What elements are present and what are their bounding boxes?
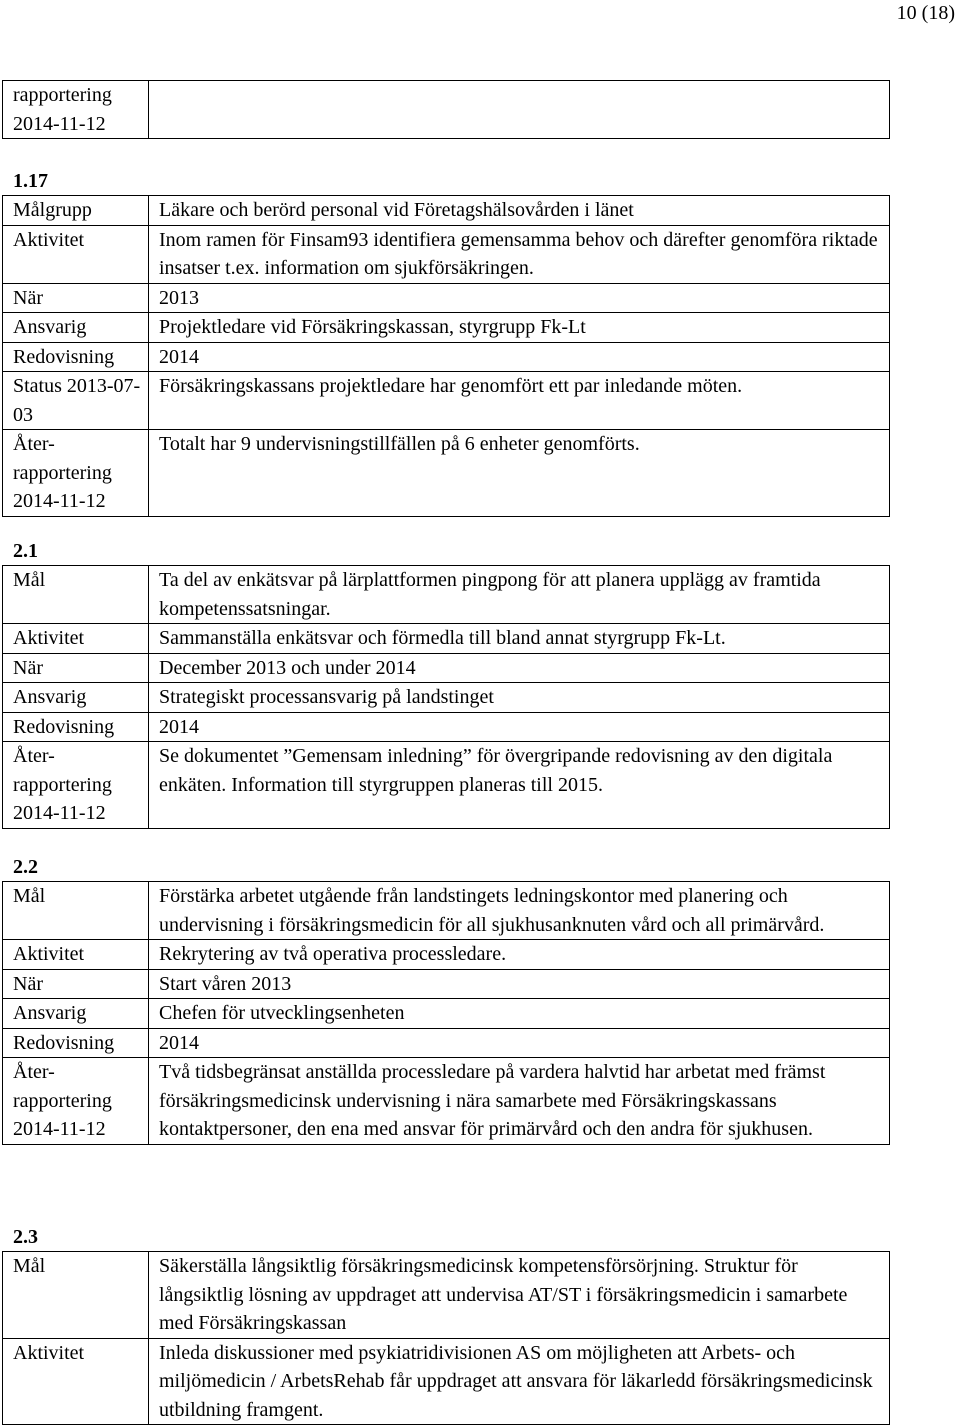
row-label: Aktivitet	[3, 1338, 149, 1425]
row-value: Inom ramen för Finsam93 identifiera gemensamma behov och därefter genomföra riktade insatser t.ex. information om sjukförsäkringen.	[149, 225, 890, 283]
label-line: rapportering	[13, 84, 112, 106]
row-label: Status 2013-07-03	[3, 372, 149, 430]
row-label: Mål	[3, 882, 149, 940]
table-row	[3, 313, 890, 343]
table-row	[3, 653, 890, 683]
table-row	[3, 969, 890, 999]
row-label: Mål	[3, 1252, 149, 1339]
row-value: Strategiskt processansvarig på landstinget	[149, 683, 890, 713]
row-value: Se dokumentet ”Gemensam inledning” för övergripande redovisning av den digitala enkäten. Information till styrgruppen planeras till 2015.	[149, 742, 890, 829]
row-label: Redovisning	[3, 1028, 149, 1058]
section-table	[2, 195, 890, 517]
table-row	[3, 712, 890, 742]
section-number: 2.2	[13, 856, 38, 878]
table-row	[3, 683, 890, 713]
section-number: 1.17	[13, 170, 48, 192]
row-label: När	[3, 653, 149, 683]
row-label: Redovisning	[3, 342, 149, 372]
table-row	[3, 81, 890, 139]
row-value: Inleda diskussioner med psykiatridivisionen AS om möjligheten att Arbets- och miljömedicin / ArbetsRehab får uppdraget att ansvara för läkarledd försäkringsmedicinsk utbildning framgent.	[149, 1338, 890, 1425]
section-table	[2, 881, 890, 1145]
table-row	[3, 882, 890, 940]
row-value: Förstärka arbetet utgående från landstingets ledningskontor med planering och undervisning i försäkringsmedicin för all sjukhusanknuten vård och all primärvård.	[149, 882, 890, 940]
row-value: Sammanställa enkätsvar och förmedla till bland annat styrgrupp Fk-Lt.	[149, 624, 890, 654]
table-row	[3, 566, 890, 624]
row-value: Två tidsbegränsat anställda processledare på vardera halvtid har arbetat med främst försäkringsmedicinsk undervisning i nära samarbete med Försäkringskassans kontaktpersoner, den ena med ansvar för primärvård och den andra för sjukhusen.	[149, 1058, 890, 1145]
row-label: Ansvarig	[3, 313, 149, 343]
row-value	[149, 81, 890, 139]
row-label	[3, 81, 149, 139]
row-value: Säkerställa långsiktlig försäkringsmedicinsk kompetensförsörjning. Struktur för långsiktlig lösning av uppdraget att undervisa AT/ST i försäkringsmedicin i samarbete med Försäkringskassan	[149, 1252, 890, 1339]
row-label: Aktivitet	[3, 624, 149, 654]
row-value: Projektledare vid Försäkringskassan, styrgrupp Fk-Lt	[149, 313, 890, 343]
row-value: Försäkringskassans projektledare har genomfört ett par inledande möten.	[149, 372, 890, 430]
table-row	[3, 283, 890, 313]
row-label: Aktivitet	[3, 225, 149, 283]
row-value: 2013	[149, 283, 890, 313]
row-value: Läkare och berörd personal vid Företagshälsovården i länet	[149, 196, 890, 226]
row-value: 2014	[149, 712, 890, 742]
row-label: Ansvarig	[3, 999, 149, 1029]
table-row	[3, 1252, 890, 1339]
row-value: Start våren 2013	[149, 969, 890, 999]
row-value: 2014	[149, 1028, 890, 1058]
row-label: Åter-rapportering 2014-11-12	[3, 742, 149, 829]
table-row	[3, 1338, 890, 1425]
row-label: Ansvarig	[3, 683, 149, 713]
section-number: 2.3	[13, 1226, 38, 1248]
row-label: Aktivitet	[3, 940, 149, 970]
section-table	[2, 565, 890, 829]
row-value: 2014	[149, 342, 890, 372]
table-row	[3, 342, 890, 372]
table-row	[3, 225, 890, 283]
table-row	[3, 999, 890, 1029]
page-number: 10 (18)	[896, 2, 955, 24]
section-table	[2, 1251, 890, 1425]
table-row	[3, 196, 890, 226]
row-value: Totalt har 9 undervisningstillfällen på 6 enheter genomförts.	[149, 430, 890, 517]
table-row	[3, 624, 890, 654]
row-value: Chefen för utvecklingsenheten	[149, 999, 890, 1029]
row-label: Åter-rapportering 2014-11-12	[3, 1058, 149, 1145]
table-row	[3, 742, 890, 829]
table-row	[3, 372, 890, 430]
table-row	[3, 430, 890, 517]
row-label: När	[3, 283, 149, 313]
section-number: 2.1	[13, 540, 38, 562]
continuation-table	[2, 80, 890, 139]
table-row	[3, 940, 890, 970]
table-row	[3, 1058, 890, 1145]
label-line: 2014-11-12	[13, 112, 106, 135]
row-label: Mål	[3, 566, 149, 624]
row-label: Redovisning	[3, 712, 149, 742]
row-label: När	[3, 969, 149, 999]
table-row	[3, 1028, 890, 1058]
row-value: Rekrytering av två operativa processledare.	[149, 940, 890, 970]
row-value: Ta del av enkätsvar på lärplattformen pingpong för att planera upplägg av framtida kompetenssatsningar.	[149, 566, 890, 624]
row-label: Målgrupp	[3, 196, 149, 226]
row-value: December 2013 och under 2014	[149, 653, 890, 683]
row-label: Åter-rapportering 2014-11-12	[3, 430, 149, 517]
